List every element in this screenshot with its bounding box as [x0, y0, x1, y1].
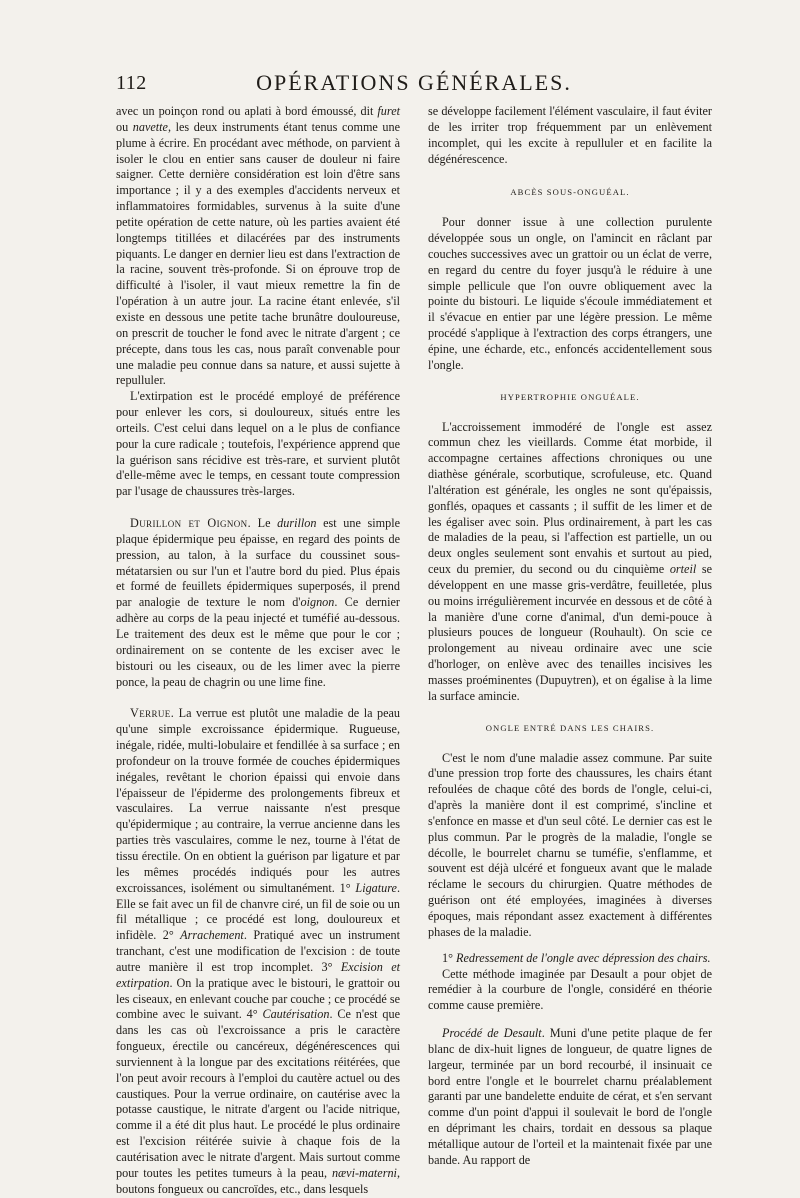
paragraph: Pour donner issue à une collection purulente développée sous un ongle, on l'amincit en râclant par couches successives avec un grattoir ou un éclat de verre, en regard du centre du foyer jusqu'à le réduire à une simple pellicule que l'on ouvre obliquement avec la pointe du bistouri. Le liquide s'écoule immédiatement et il s'évacue en entier par une légère pression. Le même procédé s'applique à l'extraction des corps étrangers, une épine, une écharde, etc., enfoncés accidentellement sous l'ongle. — [428, 215, 712, 372]
right-column — [428, 104, 712, 1169]
paragraph-durillon: Durillon et Oignon. Le durillon est une simple plaque épidermique peu épaisse, en regard des points de pression, au talon, à la surface du coussinet sous-métatarsien ou sur l'un et l'autre bord du pied. Plus épais et formé de feuillets épidermiques superposés, il prend par analogie de texture le nom d'oignon. Ce dernier adhère au corps de la peau injecté et tuméfié au-dessous. Le traitement des deux est le même que pour le cor ; ordinairement on se contente de les exciser avec le bistouri ou les ciseaux, ou de les limer avec la pierre ponce, la peau de chagrin ou une lime fine. — [116, 516, 400, 689]
paragraph-title: Verrue. — [130, 706, 175, 721]
page-header — [116, 70, 712, 106]
paragraph-title: Durillon et Oignon. — [130, 516, 252, 531]
running-title: OPÉRATIONS GÉNÉRALES. — [256, 70, 572, 95]
left-column — [116, 104, 400, 1198]
method-heading: 1° Redressement de l'ongle avec dépression des chairs. — [442, 950, 711, 965]
paragraph: L'extirpation est le procédé employé de préférence pour enlever les cors, si douloureux, situés entre les orteils. C'est celui dans lequel on a le plus de confiance pour la cure radicale ; toutefois, l'expérience apprend que la guérison sans récidive est très-rare, et survient plutôt d'elle-même avec le temps, en cessant toute compression par l'usage de chaussures très-larges. — [116, 389, 400, 499]
paragraph: L'accroissement immodéré de l'ongle est assez commun chez les vieillards. Comme état morbide, il accompagne certaines affections chroniques ou une diathèse générale, scorbutique, scrofuleuse, etc. Quand l'altération est générale, les ongles ne sont qu'épaissis, gonflés, opaques et cassants ; il suffit de les limer et de les égaliser avec soin. Plus ordinairement, à part les cas de maladies de la peau, si l'affection est partielle, un ou deux ongles seulement sont envahis et surtout au pied, ceux du premier, du second ou du cinquième orteil se développent en une masse gris-verdâtre, feuilletée, plus ou moins irrégulièrement incurvée en dessous et de côté à la manière d'une corne d'animal, d'un demi-pouce à plusieurs pouces de longueur (Rouhault). On scie ce prolongement au niveau ordinaire avec une scie d'horloger, on enlève avec des tenailles incisives les masses proéminentes (Dupuytren), et on égalise à la lime la surface amincie. — [428, 419, 712, 703]
paragraph: se développe facilement l'élément vasculaire, il faut éviter de les irriter trop fréquemment par un enlèvement incomplet, qui les excite à repulluler et en facilite la dégénérescence. — [428, 104, 712, 166]
paragraph: avec un poinçon rond ou aplati à bord émoussé, dit furet ou navette, les deux instruments étant tenus comme une plume à écrire. En procédant avec méthode, on parvient à isoler le clou en entier sans causer de douleur ni faire saigner. Cette dernière considération est loin d'être sans importance ; il y a des exemples d'accidents nerveux et inflammatoires formidables, survenus à la suite d'une petite opération de cette nature, où les parties avaient été longtemps titillées et dilacérées par des instruments piquants. Le danger en dernier lieu est dans l'extraction de la racine, souvent très-profonde. Si on éprouve trop de difficulté à l'isoler, il vaut mieux remettre la fin de l'opération à un autre jour. La racine étant enlevée, s'il existe en dessous une petite tache brunâtre douloureuse, on prescrit de toucher le fond avec le nitrate d'argent ; ce précepte, dans tous les cas, nous paraît convenable pour une maladie peu connue dans sa nature, et aussi sujette à repulluler. — [116, 104, 401, 388]
section-heading: HYPERTROPHIE ONGUÉALE. — [500, 391, 640, 402]
paragraph-verrue: Verrue. La verrue est plutôt une maladie de la peau qu'une simple excroissance épidermique. Rugueuse, inégale, ridée, multi-lobulaire et fendillée à sa surface ; en profondeur on la trouve formée de couches épidermiques inégales, revêtant le chorion épaissi qui envoie dans l'épaisseur de l'épiderme des prolongements fibreux et vasculaires. La verrue naissante n'est presque qu'épidermique ; au contraire, la verrue ancienne dans les parties très vasculaires, comme le nez, tourne à l'état de tissu érectile. On en obtient la guérison par ligature et par les mêmes procédés indiqués pour les autres excroissances, isolément ou simultanément. 1° Ligature. Elle se fait avec un fil de chanvre ciré, un fil de soie ou un fil métallique ; ce procédé est long, douloureux et infidèle. 2° Arrachement. Pratiqué avec un instrument tranchant, c'est une modification de l'excision : de toute autre manière il est trop incomplet. 3° Excision et extirpation. On la pratique avec le bistouri, le grattoir ou les ciseaux, en enlevant couche par couche ; ce procédé se combine avec le suivant. 4° Cautérisation. Ce n'est que dans les cas où l'excroissance a pris le caractère fongueux, érectile ou cancéreux, dégénérescences qui surviennent à la longue par des excitations réitérées, que l'on peut avoir recours à l'emploi du cautère actuel ou des caustiques. Pour la verrue ordinaire, on cautérise avec la potasse caustique, le nitrate d'argent ou l'acide nitrique, comme il a été dit plus haut. Le procédé le plus ordinaire est l'excision réitérée suivie à chaque fois de la cautérisation avec le nitrate d'argent. Mais surtout comme pour toutes les petites tumeurs à la peau, nævi-materni, boutons fongueux ou cancroïdes, etc., dans lesquels — [116, 706, 400, 1196]
paragraph: C'est le nom d'une maladie assez commune. Par suite d'une pression trop forte des chaussures, les chairs étant refoulées de chaque côté des bords de l'ongle, celui-ci, d'après la manière dont il est comprimé, s'incline et s'enfonce en masse et d'un seul côté. Le dernier cas est le plus commun. Par le progrès de la maladie, l'ongle se décolle, le bourrelet charnu se tuméfie, s'enflamme, et souvent est déjà ulcéré et fongueux avant que le malade réclame le secours du chirurgien. Quatre méthodes de guérison ont été employées, imaginées à diverses époques, mais répondant assez exactement à différentes phases de la maladie. — [428, 750, 712, 939]
section-heading: ABCÈS SOUS-ONGUÉAL. — [510, 187, 630, 198]
paragraph-desault: Procédé de Desault. Muni d'une petite plaque de fer blanc de dix-huit lignes de longueur, de quatre lignes de largeur, terminée par un bord recourbé, il insinuait ce bord entre l'ongle et le bourrelet charnu préalablement garanti par une bandelette enduite de cérat, et s'en servant comme d'un point d'appui il soulevait le bord de l'ongle en déprimant les chairs, tordait en dessous sa plaque métallique autour de l'orteil et la maintenait fixée par une bande. Au rapport de — [428, 1026, 712, 1167]
paragraph: Cette méthode imaginée par Desault a pour objet de remédier à la courbure de l'ongle, considéré en théorie comme cause première. — [428, 966, 712, 1013]
section-heading: ONGLE ENTRÉ DANS LES CHAIRS. — [485, 722, 655, 733]
paragraph-title: Procédé de Desault — [442, 1026, 542, 1041]
page-number: 112 — [116, 72, 147, 94]
